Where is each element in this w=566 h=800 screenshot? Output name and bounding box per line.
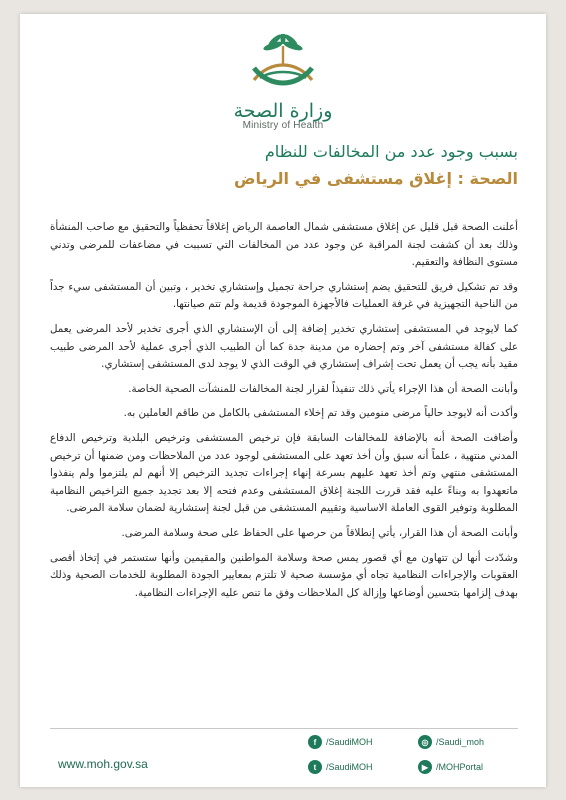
paragraph: وأكدت أنه لايوجد حالياً مرضى منومين وقد تم إخلاء المستشفى بالكامل من طاقم العاملين به. bbox=[123, 407, 518, 420]
footer-divider bbox=[50, 728, 518, 729]
youtube-link[interactable] bbox=[418, 760, 483, 774]
ministry-name-english: Ministry of Health bbox=[242, 120, 324, 131]
twitter-handle: /SaudiMOH bbox=[326, 762, 373, 772]
twitter-icon: t bbox=[308, 760, 322, 774]
facebook-link[interactable] bbox=[308, 735, 373, 749]
facebook-handle: /SaudiMOH bbox=[326, 737, 373, 747]
subheadline: الصحة : إغلاق مستشفى في الرياض bbox=[234, 169, 518, 188]
social-links bbox=[302, 732, 518, 782]
paragraph: وقد تم تشكيل فريق للتحقيق يضم إستشاري جراحة تجميل وإستشاري تخدير ، وتبين أن المستشفى سيء جداً من الناحية التجهيزية في غرفة العمليات فالأجهزة الموجودة قديمة ولم تتم صيانتها. bbox=[50, 280, 518, 311]
ministry-logo bbox=[233, 34, 333, 131]
instagram-icon: ◎ bbox=[418, 735, 432, 749]
instagram-handle: /Saudi_moh bbox=[436, 737, 485, 747]
paragraph: وشدّدت أنها لن تتهاون مع أي قصور يمس صحة وسلامة المواطنين والمقيمين وأنها ستستمر في إتخاذ أقصى العقوبات والإجراءات النظامية تجاه أي مؤسسة صحية لا تلتزم بمعايير الجودة المطلوبة للخدمات الصحية وذلك بهدف إلزامها بتحسين أوضاعها وإزالة كل الملاحظات وفق ما تنص عليه الإجراءات النظامية. bbox=[50, 551, 518, 599]
twitter-link[interactable] bbox=[308, 760, 373, 774]
youtube-icon: ▶ bbox=[418, 760, 432, 774]
ministry-name-arabic: وزارة الصحة bbox=[233, 100, 333, 122]
paragraph: وأبانت الصحة أن هذا القرار، يأتي إنطلاقاً من حرصها على الحفاظ على صحة وسلامة المرضى. bbox=[121, 526, 518, 539]
website-link[interactable]: www.moh.gov.sa bbox=[58, 757, 148, 771]
paragraph: وأضافت الصحة أنه بالإضافة للمخالفات السابقة فإن ترخيص المستشفى وترخيص البلدية وترخيص الدفاع المدني منتهية ، علماً أنه سبق وأن أخذ تعهد على المستشفى لوجود عدد من الملاحظات ومن ضمنها أن ترخيص المستشفى منتهي وتم أخذ تعهد عليهم بسرعة إنهاء إجراءات تجديد الترخيص إلا أنهم لم يلتزموا ولم ينفذوا ماتعهدوا به وبناءً عليه فقد قررت اللجنة إغلاق المستشفى وعدم فتحه إلا بعد تجديد جميع التراخيص النظامية المطلوبة وتوفير القوى العاملة الاساسية وتقييم المستشفى من قبل لجنة إستشارية لضمان سلامة المرضى. bbox=[50, 431, 518, 515]
paragraph: أعلنت الصحة قبل قليل عن إغلاق مستشفى شمال العاصمة الرياض إغلاقاً تحفظياً والتحقيق مع صاحب المنشأة وذلك بعد أن كشفت لجنة المراقبة عن وجود عدد من المخالفات التي تسببت في مضاعفات للمرضى وتدني مستوى النظافة والتعقيم. bbox=[50, 221, 518, 269]
palm-swords-emblem-icon bbox=[246, 34, 320, 98]
paragraph: وأبانت الصحة أن هذا الإجراء يأتي ذلك تنفيذاً لقرار لجنة المخالفات للمنشآت الصحية الخاصة. bbox=[128, 382, 518, 395]
headline: بسبب وجود عدد من المخالفات للنظام bbox=[264, 142, 518, 161]
article-body bbox=[50, 219, 518, 609]
instagram-link[interactable] bbox=[418, 735, 484, 749]
paragraph: كما لايوجد في المستشفى إستشاري تخدير إضافة إلى أن الإستشاري الذي أجرى تخدير لأحد المرضى يعمل على كفالة مستشفى آخر وتم إحضاره من مدينة جدة كما أن الطبيب الذي أجرى عملية لأحد المرضى طبيب مقيد بأنه يجب أن يعمل تحت إشراف إستشاري في الوقت الذي لا يوجد لدى المستشفى إستشاري. bbox=[50, 322, 518, 371]
press-release-page bbox=[20, 14, 546, 787]
youtube-handle: /MOHPortal bbox=[436, 762, 484, 772]
facebook-icon: f bbox=[308, 735, 322, 749]
